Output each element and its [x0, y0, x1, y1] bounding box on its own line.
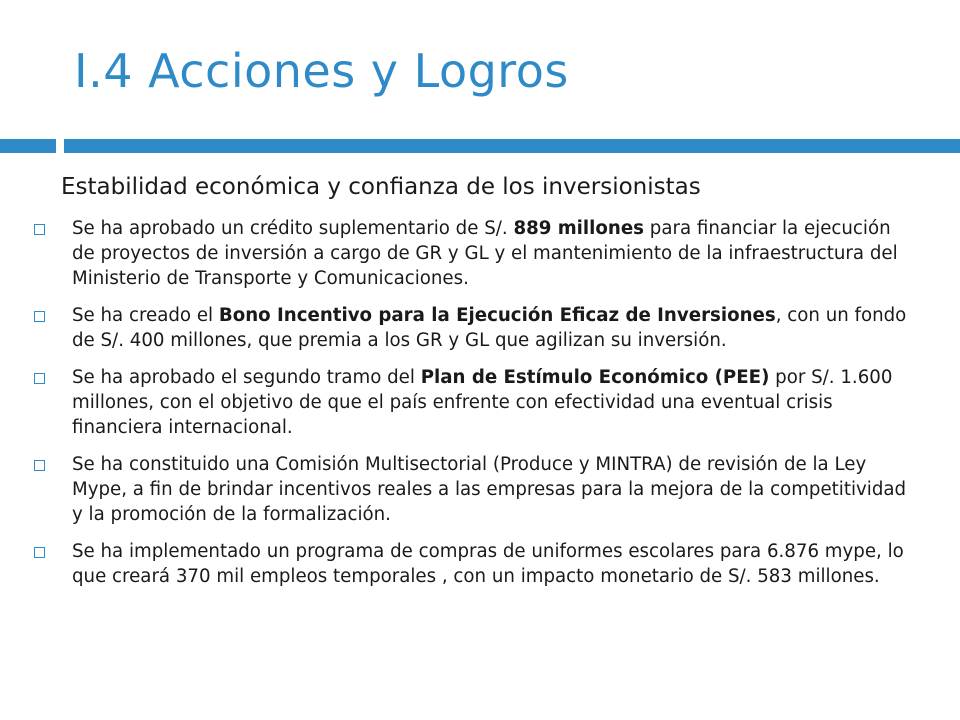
bullet-item [34, 365, 914, 440]
slide-subtitle: Estabilidad económica y confianza de los inversionistas [61, 174, 701, 200]
bullet-item [34, 539, 914, 589]
bullet-text: por S/. 1.600 millones, con el objetivo de que el país enfrente con efectividad una eventual crisis financiera internacional. [72, 367, 893, 438]
bullet-item [34, 216, 914, 291]
accent-bar-left [0, 139, 56, 153]
bullet-item [34, 303, 914, 353]
bullet-bold-text: Plan de Estímulo Económico (PEE) [420, 367, 770, 388]
square-bullet-icon [34, 547, 45, 558]
slide-title: I.4 Acciones y Logros [74, 44, 569, 98]
bullet-text: Se ha creado el [72, 305, 219, 326]
bullet-text: Se ha aprobado el segundo tramo del [72, 367, 421, 388]
bullet-list [34, 216, 914, 601]
bullet-text: , con un fondo de S/. 400 millones, que premia a los GR y GL que agilizan su inversión. [72, 305, 907, 351]
bullet-bold-text: Bono Incentivo para la Ejecución Eficaz de Inversiones [218, 305, 776, 326]
bullet-bold-text: 889 millones [513, 218, 644, 239]
bullet-text: Se ha aprobado un crédito suplementario de S/. [72, 218, 514, 239]
bullet-text: Se ha implementado un programa de compras de uniformes escolares para 6.876 mype, lo que creará 370 mil empleos temporales , con un impacto monetario de S/. 583 millones. [72, 541, 904, 587]
accent-bar-right [64, 139, 960, 153]
square-bullet-icon [34, 224, 45, 235]
square-bullet-icon [34, 460, 45, 471]
bullet-text: Se ha constituido una Comisión Multisectorial (Produce y MINTRA) de revisión de la Ley Mype, a fin de brindar incentivos reales a las empresas para la mejora de la competitividad y la promoción de la formalización. [72, 454, 907, 525]
bullet-item [34, 452, 914, 527]
square-bullet-icon [34, 373, 45, 384]
bullet-text: para financiar la ejecución de proyectos de inversión a cargo de GR y GL y el mantenimiento de la infraestructura del Ministerio de Transporte y Comunicaciones. [72, 218, 898, 289]
square-bullet-icon [34, 311, 45, 322]
